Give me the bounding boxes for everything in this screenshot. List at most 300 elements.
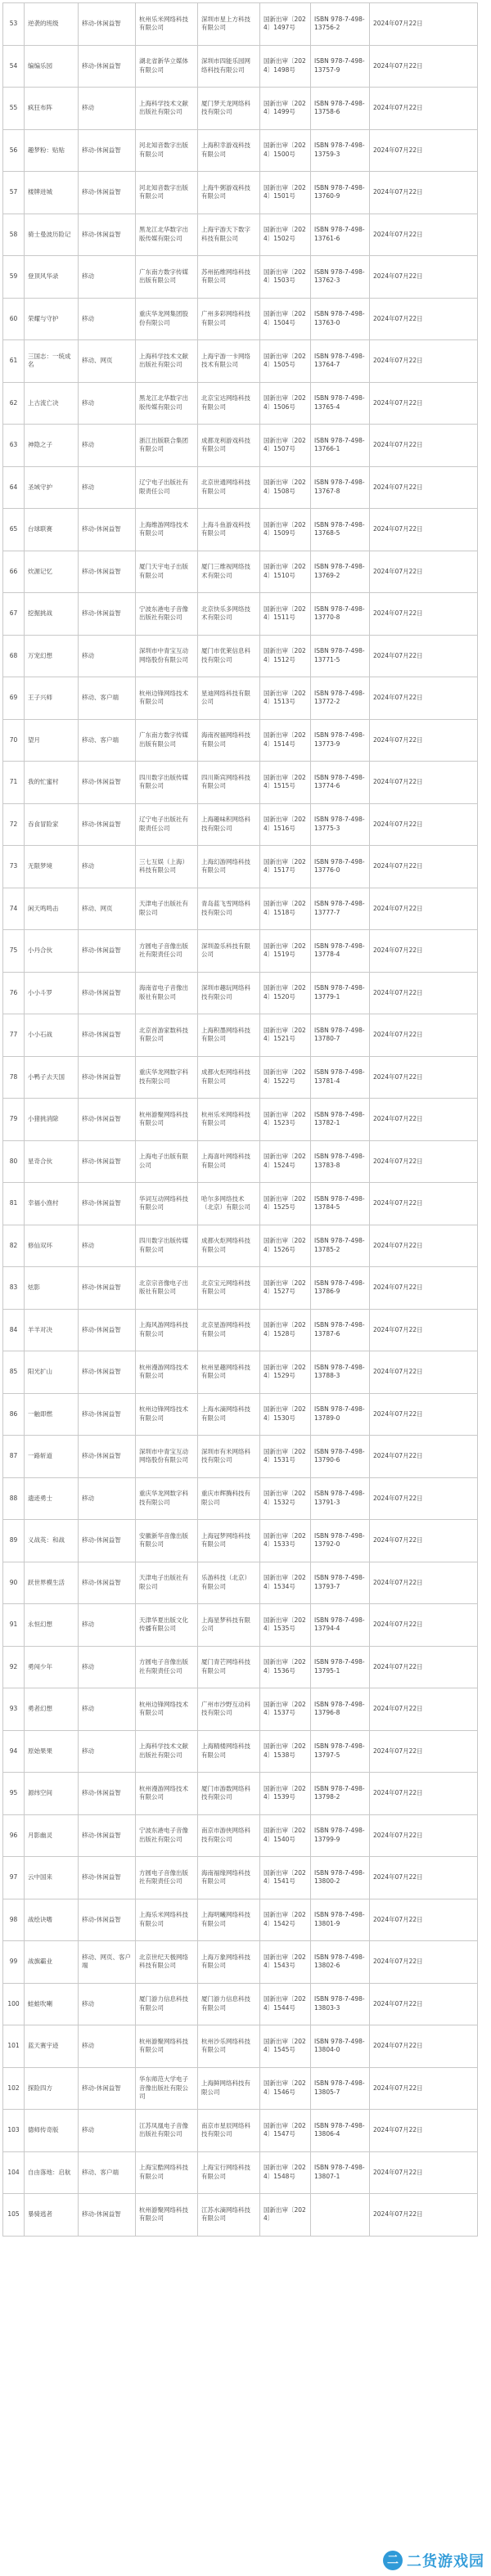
approval-date-cell: 2024年07月22日 [370,677,478,720]
table-row [3,172,478,214]
isbn-cell: ISBN 978-7-498-13785-2 [311,1225,370,1267]
game-name-cell: 小小斗罗 [25,972,79,1014]
table-row [3,129,478,172]
game-type-cell: 移动-休闲益智 [79,214,136,256]
approval-date-cell: 2024年07月22日 [370,509,478,551]
isbn-cell: ISBN 978-7-498-13777-7 [311,888,370,930]
approval-date-cell: 2024年07月22日 [370,340,478,383]
game-type-cell: 移动-休闲益智 [79,551,136,593]
row-number-cell: 73 [3,846,25,888]
game-name-cell: 德师传奇版 [25,2110,79,2152]
isbn-cell: ISBN 978-7-498-13781-4 [311,1056,370,1099]
approval-number-cell: 国新出审〔2024〕1540号 [260,1814,311,1857]
table-row [3,340,478,383]
isbn-cell: ISBN 978-7-498-13766-1 [311,425,370,467]
game-name-cell: 月影幽灵 [25,1814,79,1857]
game-name-cell: 圣域守护 [25,466,79,509]
game-type-cell: 移动 [79,1983,136,2025]
isbn-cell: ISBN 978-7-498-13783-8 [311,1140,370,1183]
game-name-cell: 小丹合伙 [25,930,79,973]
table-row [3,1309,478,1351]
approval-number-cell: 国新出审〔2024〕1507号 [260,425,311,467]
game-type-cell: 移动、客户端 [79,677,136,720]
approval-number-cell: 国新出审〔2024〕1509号 [260,509,311,551]
table-row [3,1941,478,1984]
publisher-cell: 上海科学技术文献出版社有限公司 [136,340,198,383]
table-row [3,593,478,636]
isbn-cell: ISBN 978-7-498-13793-7 [311,1562,370,1604]
isbn-cell: ISBN 978-7-498-13786-9 [311,1267,370,1310]
game-name-cell: 王子兴师 [25,677,79,720]
publisher-cell: 河北知音数字出版有限公司 [136,172,198,214]
publisher-cell: 三七互娱（上海）科技有限公司 [136,846,198,888]
approval-date-cell: 2024年07月22日 [370,382,478,425]
operator-cell: 上海精楼网络科技有限公司 [198,1730,260,1773]
game-type-cell: 移动-休闲益智 [79,1857,136,1899]
game-type-cell: 移动 [79,256,136,299]
operator-cell: 深圳市四能乐园网络科技有限公司 [198,45,260,88]
approval-date-cell: 2024年07月22日 [370,425,478,467]
game-name-cell: 三国志：一统成名 [25,340,79,383]
isbn-cell: ISBN 978-7-498-13767-8 [311,466,370,509]
row-number-cell: 57 [3,172,25,214]
row-number-cell: 85 [3,1351,25,1394]
isbn-cell: ISBN 978-7-498-13761-6 [311,214,370,256]
publisher-cell: 厦门天宇电子出版有限公司 [136,551,198,593]
publisher-cell: 杭州游聚网络科技有限公司 [136,2194,198,2237]
approval-date-cell: 2024年07月22日 [370,1140,478,1183]
approval-number-cell: 国新出审〔2024〕1499号 [260,88,311,130]
approval-date-cell: 2024年07月22日 [370,2025,478,2068]
approval-number-cell: 国新出审〔2024〕1521号 [260,1014,311,1057]
game-name-cell: 义战英：和战 [25,1520,79,1562]
game-type-cell: 移动-休闲益智 [79,1183,136,1225]
row-number-cell: 69 [3,677,25,720]
watermark-logo-icon: 二 [383,2551,403,2570]
table-row [3,719,478,762]
row-number-cell: 78 [3,1056,25,1099]
row-number-cell: 105 [3,2194,25,2237]
row-number-cell: 65 [3,509,25,551]
game-type-cell: 移动-休闲益智 [79,1267,136,1310]
operator-cell: 上海积墨网络科技有限公司 [198,1014,260,1057]
row-number-cell: 104 [3,2151,25,2194]
isbn-cell: ISBN 978-7-498-13788-3 [311,1351,370,1394]
approval-number-cell: 国新出审〔2024〕1517号 [260,846,311,888]
game-type-cell: 移动 [79,635,136,677]
row-number-cell: 96 [3,1814,25,1857]
isbn-cell: ISBN 978-7-498-13796-8 [311,1688,370,1731]
approval-number-cell: 国新出审〔2024〕1535号 [260,1604,311,1647]
operator-cell: 上海明曦网络科技有限公司 [198,1899,260,1941]
game-name-cell: 羊羊对决 [25,1309,79,1351]
isbn-cell: ISBN 978-7-498-13795-1 [311,1646,370,1688]
game-type-cell: 移动-休闲益智 [79,1140,136,1183]
publisher-cell: 方圆电子音像出版社有限责任公司 [136,930,198,973]
game-name-cell: 骑士曼波历险记 [25,214,79,256]
game-type-cell: 移动 [79,425,136,467]
operator-cell: 深圳盈乐科技有限公司 [198,930,260,973]
isbn-cell: ISBN 978-7-498-13778-4 [311,930,370,973]
isbn-cell: ISBN 978-7-498-13805-7 [311,2067,370,2110]
table-row [3,1773,478,1815]
publisher-cell: 北京首游家数科技有限公司 [136,1014,198,1057]
approval-number-cell: 国新出审〔2024〕1536号 [260,1646,311,1688]
operator-cell: 杭州沙乐网络科技有限公司 [198,2025,260,2068]
game-type-cell: 移动-休闲益智 [79,803,136,846]
table-row [3,1183,478,1225]
operator-cell: 南京市星辰网络科技有限公司 [198,2110,260,2152]
operator-cell: 深圳市星上方科技有限公司 [198,3,260,46]
row-number-cell: 102 [3,2067,25,2110]
isbn-cell: ISBN 978-7-498-13799-9 [311,1814,370,1857]
approval-date-cell: 2024年07月22日 [370,1814,478,1857]
table-row [3,1730,478,1773]
approval-date-cell: 2024年07月22日 [370,1225,478,1267]
table-row [3,2194,478,2237]
operator-cell: 上海积幸游戏科技有限公司 [198,129,260,172]
operator-cell: 海南祝福网络科技有限公司 [198,719,260,762]
table-row [3,972,478,1014]
game-type-cell: 移动-休闲益智 [79,593,136,636]
game-type-cell: 移动-休闲益智 [79,509,136,551]
approval-date-cell: 2024年07月22日 [370,256,478,299]
publisher-cell: 华词互动网络科技有限公司 [136,1183,198,1225]
game-name-cell: 探险四方 [25,2067,79,2110]
publisher-cell: 华东师范大学电子音像出版社有限公司 [136,2067,198,2110]
isbn-cell [311,2194,370,2237]
approval-number-cell: 国新出审〔2024〕1543号 [260,1941,311,1984]
game-type-cell: 移动 [79,1688,136,1731]
game-name-cell: 永恒幻想 [25,1604,79,1647]
game-type-cell: 移动 [79,382,136,425]
isbn-cell: ISBN 978-7-498-13774-6 [311,762,370,804]
game-type-cell: 移动-休闲益智 [79,1351,136,1394]
approval-number-cell: 国新出审〔2024〕1508号 [260,466,311,509]
publisher-cell: 海南省电子音像出版社有限公司 [136,972,198,1014]
publisher-cell: 深圳市中青宝互动网络股份有限公司 [136,1436,198,1478]
operator-cell: 星迪网络科技有限公司 [198,677,260,720]
publisher-cell: 宁波东港电子音像出版社有限公司 [136,1814,198,1857]
approval-date-cell: 2024年07月22日 [370,129,478,172]
approval-number-cell: 国新出审〔2024〕1522号 [260,1056,311,1099]
publisher-cell: 方圆电子音像出版社有限责任公司 [136,1646,198,1688]
operator-cell: 厦门三维视网络技术有限公司 [198,551,260,593]
operator-cell: 深圳市趣玩网络科技有限公司 [198,972,260,1014]
publisher-cell: 安徽新华音像出版有限公司 [136,1520,198,1562]
approval-date-cell: 2024年07月22日 [370,1477,478,1520]
isbn-cell: ISBN 978-7-498-13762-3 [311,256,370,299]
game-type-cell: 移动、网页 [79,340,136,383]
game-type-cell: 移动 [79,846,136,888]
table-row [3,1814,478,1857]
row-number-cell: 88 [3,1477,25,1520]
approval-number-cell: 国新出审〔2024〕1519号 [260,930,311,973]
game-name-cell: 蛙蛙吹喇 [25,1983,79,2025]
approval-number-cell: 国新出审〔2024〕1525号 [260,1183,311,1225]
table-row [3,1140,478,1183]
table-row [3,1520,478,1562]
approval-date-cell: 2024年07月22日 [370,1604,478,1647]
row-number-cell: 61 [3,340,25,383]
game-name-cell: 修仙双环 [25,1225,79,1267]
game-type-cell: 移动-休闲益智 [79,3,136,46]
isbn-cell: ISBN 978-7-498-13792-0 [311,1520,370,1562]
operator-cell: 成都火炬网络科技有限公司 [198,1056,260,1099]
table-row [3,1857,478,1899]
publisher-cell: 深圳市中青宝互动网络股份有限公司 [136,635,198,677]
publisher-cell: 上海科学技术文献出版社有限公司 [136,88,198,130]
row-number-cell: 70 [3,719,25,762]
operator-cell: 杭州乐米网络科技有限公司 [198,1099,260,1141]
approval-date-cell: 2024年07月22日 [370,846,478,888]
table-row [3,1056,478,1099]
approval-number-cell: 国新出审〔2024〕1506号 [260,382,311,425]
row-number-cell: 63 [3,425,25,467]
approval-date-cell: 2024年07月22日 [370,1267,478,1310]
row-number-cell: 100 [3,1983,25,2025]
game-type-cell: 移动-休闲益智 [79,1436,136,1478]
publisher-cell: 黑龙江北华数字出版传媒有限公司 [136,214,198,256]
game-name-cell: 暴骑逃者 [25,2194,79,2237]
row-number-cell: 94 [3,1730,25,1773]
table-row [3,1562,478,1604]
row-number-cell: 91 [3,1604,25,1647]
row-number-cell: 97 [3,1857,25,1899]
game-name-cell: 战旗霸业 [25,1941,79,1984]
row-number-cell: 95 [3,1773,25,1815]
table-row [3,425,478,467]
game-type-cell: 移动-休闲益智 [79,172,136,214]
approval-number-cell: 国新出审〔2024〕1542号 [260,1899,311,1941]
row-number-cell: 81 [3,1183,25,1225]
publisher-cell: 杭州乐米网络科技有限公司 [136,3,198,46]
operator-cell: 江苏水滴网络科技有限公司 [198,2194,260,2237]
game-type-cell: 移动-休闲益智 [79,930,136,973]
operator-cell: 苏州拓维网络科技有限公司 [198,256,260,299]
approval-date-cell: 2024年07月22日 [370,466,478,509]
table-row [3,2067,478,2110]
approval-number-cell: 国新出审〔2024〕1530号 [260,1393,311,1436]
publisher-cell: 浙江出版联合集团有限公司 [136,425,198,467]
game-name-cell: 蓝天赛宇迹 [25,2025,79,2068]
game-name-cell: 闲天鸣鸣击 [25,888,79,930]
publisher-cell: 杭州边锋网络技术有限公司 [136,677,198,720]
approval-date-cell: 2024年07月22日 [370,972,478,1014]
isbn-cell: ISBN 978-7-498-13782-1 [311,1099,370,1141]
isbn-cell: ISBN 978-7-498-13794-4 [311,1604,370,1647]
game-name-cell: 原始果果 [25,1730,79,1773]
publisher-cell: 广东南方数字传媒出版有限公司 [136,256,198,299]
isbn-cell: ISBN 978-7-498-13769-2 [311,551,370,593]
approval-date-cell: 2024年07月22日 [370,1520,478,1562]
game-name-cell: 跃世界模生活 [25,1562,79,1604]
isbn-cell: ISBN 978-7-498-13807-1 [311,2151,370,2194]
approval-date-cell: 2024年07月22日 [370,762,478,804]
isbn-cell: ISBN 978-7-498-13760-9 [311,172,370,214]
game-name-cell: 云中国来 [25,1857,79,1899]
table-row [3,1267,478,1310]
approval-number-cell: 国新出审〔2024〕 [260,2194,311,2237]
operator-cell: 北京快乐多网络技术有限公司 [198,593,260,636]
row-number-cell: 67 [3,593,25,636]
approval-number-cell: 国新出审〔2024〕1526号 [260,1225,311,1267]
approval-number-cell: 国新出审〔2024〕1511号 [260,593,311,636]
game-name-cell: 勇者幻想 [25,1688,79,1731]
approval-number-cell: 国新出审〔2024〕1532号 [260,1477,311,1520]
operator-cell: 成都龙利游戏科技有限公司 [198,425,260,467]
game-type-cell: 移动 [79,1477,136,1520]
publisher-cell: 江苏凤凰电子音像出版社有限公司 [136,2110,198,2152]
approval-number-cell: 国新出审〔2024〕1515号 [260,762,311,804]
row-number-cell: 77 [3,1014,25,1057]
game-type-cell: 移动-休闲益智 [79,762,136,804]
isbn-cell: ISBN 978-7-498-13768-5 [311,509,370,551]
game-name-cell: 小猪挑消除 [25,1099,79,1141]
publisher-cell: 杭州边锋网络技术有限公司 [136,1393,198,1436]
approval-number-cell: 国新出审〔2024〕1524号 [260,1140,311,1183]
isbn-cell: ISBN 978-7-498-13779-1 [311,972,370,1014]
operator-cell: 厦门市游数网络科技有限公司 [198,1773,260,1815]
approval-date-cell: 2024年07月22日 [370,1351,478,1394]
publisher-cell: 天津电子出版社有限公司 [136,888,198,930]
isbn-cell: ISBN 978-7-498-13784-5 [311,1183,370,1225]
operator-cell: 海南福缘网络科技有限公司 [198,1857,260,1899]
site-watermark [383,2550,484,2571]
isbn-cell: ISBN 978-7-498-13757-9 [311,45,370,88]
isbn-cell: ISBN 978-7-498-13773-9 [311,719,370,762]
game-name-cell: 台球联赛 [25,509,79,551]
game-name-cell: 上古流亡决 [25,382,79,425]
game-name-cell: 疯狂布阵 [25,88,79,130]
approval-number-cell: 国新出审〔2024〕1502号 [260,214,311,256]
table-row [3,1099,478,1141]
operator-cell: 上海星梦科技有限公司 [198,1604,260,1647]
publisher-cell: 天津华夏出版文化传播有限公司 [136,1604,198,1647]
approval-number-cell: 国新出审〔2024〕1500号 [260,129,311,172]
table-row [3,1225,478,1267]
approval-date-cell: 2024年07月22日 [370,1183,478,1225]
table-row [3,888,478,930]
approval-number-cell: 国新出审〔2024〕1539号 [260,1773,311,1815]
game-name-cell: 荣耀与守护 [25,298,79,340]
row-number-cell: 87 [3,1436,25,1478]
isbn-cell: ISBN 978-7-498-13790-6 [311,1436,370,1478]
row-number-cell: 86 [3,1393,25,1436]
game-name-cell: 幸福小渔村 [25,1183,79,1225]
table-row [3,1688,478,1731]
table-row [3,2151,478,2194]
approval-date-cell: 2024年07月22日 [370,1983,478,2025]
publisher-cell: 杭州游聚网络科技有限公司 [136,1099,198,1141]
approval-number-cell: 国新出审〔2024〕1523号 [260,1099,311,1141]
approval-date-cell: 2024年07月22日 [370,1899,478,1941]
table-row [3,1477,478,1520]
isbn-cell: ISBN 978-7-498-13800-2 [311,1857,370,1899]
isbn-cell: ISBN 978-7-498-13775-3 [311,803,370,846]
approval-number-cell: 国新出审〔2024〕1512号 [260,635,311,677]
publisher-cell: 上海乐米网络科技有限公司 [136,1899,198,1941]
publisher-cell: 上海科学技术文献出版社有限公司 [136,1730,198,1773]
game-name-cell: 挖掘挑战 [25,593,79,636]
row-number-cell: 99 [3,1941,25,1984]
operator-cell: 上海水滴网络科技有限公司 [198,1393,260,1436]
approval-number-cell: 国新出审〔2024〕1513号 [260,677,311,720]
table-row [3,509,478,551]
approval-date-cell: 2024年07月22日 [370,2067,478,2110]
row-number-cell: 53 [3,3,25,46]
table-row [3,930,478,973]
approval-date-cell: 2024年07月22日 [370,1014,478,1057]
game-type-cell: 移动-休闲益智 [79,1393,136,1436]
approval-number-cell: 国新出审〔2024〕1501号 [260,172,311,214]
operator-cell: 杭州星趣网络科技有限公司 [198,1351,260,1394]
approval-date-cell: 2024年07月22日 [370,551,478,593]
game-name-cell: 无限梦境 [25,846,79,888]
publisher-cell: 杭州漫游网络技术有限公司 [136,1351,198,1394]
game-type-cell: 移动 [79,1730,136,1773]
game-name-cell: 源纬空间 [25,1773,79,1815]
game-name-cell: 编编乐园 [25,45,79,88]
isbn-cell: ISBN 978-7-498-13764-7 [311,340,370,383]
approval-table [2,2,478,2237]
game-type-cell: 移动 [79,1604,136,1647]
game-name-cell: 星奇合伙 [25,1140,79,1183]
game-type-cell: 移动-休闲益智 [79,2067,136,2110]
isbn-cell: ISBN 978-7-498-13803-3 [311,1983,370,2025]
approval-date-cell: 2024年07月22日 [370,803,478,846]
approval-number-cell: 国新出审〔2024〕1520号 [260,972,311,1014]
approval-number-cell: 国新出审〔2024〕1504号 [260,298,311,340]
table-row [3,1604,478,1647]
approval-number-cell: 国新出审〔2024〕1534号 [260,1562,311,1604]
table-row [3,846,478,888]
game-name-cell: 小鸭子去天国 [25,1056,79,1099]
operator-cell: 北京世通网络科技有限公司 [198,466,260,509]
publisher-cell: 河北知音数字出版有限公司 [136,129,198,172]
isbn-cell: ISBN 978-7-498-13806-4 [311,2110,370,2152]
table-row [3,466,478,509]
isbn-cell: ISBN 978-7-498-13780-7 [311,1014,370,1057]
operator-cell: 上海幻游网络科技有限公司 [198,846,260,888]
approval-date-cell: 2024年07月22日 [370,1393,478,1436]
game-name-cell: 神隐之子 [25,425,79,467]
approval-date-cell: 2024年07月22日 [370,2110,478,2152]
approval-date-cell: 2024年07月22日 [370,214,478,256]
operator-cell: 上海趣味积网络科技有限公司 [198,803,260,846]
row-number-cell: 71 [3,762,25,804]
approval-date-cell: 2024年07月22日 [370,1773,478,1815]
table-row [3,1393,478,1436]
operator-cell: 厦门市优莱信息科技有限公司 [198,635,260,677]
game-type-cell: 移动-休闲益智 [79,1056,136,1099]
game-type-cell: 移动、网页、客户端 [79,1941,136,1984]
game-name-cell: 战绘诀嗜 [25,1899,79,1941]
game-name-cell: 登顶风华录 [25,256,79,299]
publisher-cell: 厦门游力信息科技有限公司 [136,1983,198,2025]
game-name-cell: 望月 [25,719,79,762]
row-number-cell: 79 [3,1099,25,1141]
approval-date-cell: 2024年07月22日 [370,1562,478,1604]
approval-number-cell: 国新出审〔2024〕1544号 [260,1983,311,2025]
game-type-cell: 移动-休闲益智 [79,1014,136,1057]
game-name-cell: 炊源记忆 [25,551,79,593]
publisher-cell: 湖北省新华立媒体有限公司 [136,45,198,88]
game-name-cell: 逆袭的班级 [25,3,79,46]
operator-cell: 北京星游网络科技有限公司 [198,1309,260,1351]
approval-date-cell: 2024年07月22日 [370,1857,478,1899]
approval-date-cell: 2024年07月22日 [370,1309,478,1351]
